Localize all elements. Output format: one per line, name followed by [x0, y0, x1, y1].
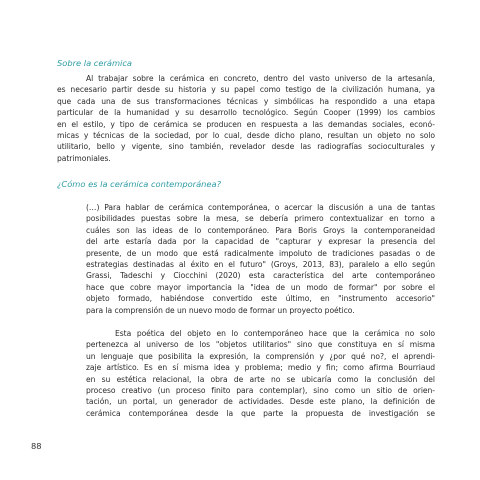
section-heading-ceramica-contemporanea: ¿Cómo es la cerámica contemporánea?	[57, 179, 222, 189]
page-number: 88	[31, 441, 42, 451]
text-line: en el estilo, y tipo de cerámica se producen en respuesta a las demandas sociales, econó-	[57, 119, 435, 129]
text-line: patrimoniales.	[57, 153, 111, 163]
text-line: Grassi, Tadeschi y Ciocchini (2020) esta característica del arte contemporáneo	[86, 271, 435, 281]
text-line: utilitario, bello y vigente, sino también, revelador desde las radiografías socioculturales y	[57, 142, 435, 152]
text-line: estrategias destinadas al éxito en el futuro" (Groys, 2013, 83), paralelo a ello según	[86, 260, 435, 270]
text-line: del arte estaría dada por la capacidad de "capturar y expresar la presencia del	[86, 237, 435, 247]
section-heading-sobre-la-ceramica: Sobre la cerámica	[57, 58, 132, 68]
text-line: micas y técnicas de la sociedad, por lo cual, desde dicho plano, resultan un objeto no solo	[57, 131, 435, 141]
text-line: posibilidades puestas sobre la mesa, se debería primero contextualizar en torno a	[86, 214, 435, 224]
paragraph-sobre-la-ceramica	[57, 73, 435, 164]
text-line: tación, un portal, un generador de actividades. Desde este plano, la definición de	[86, 397, 435, 407]
text-line: Esta poética del objeto en lo contemporáneo hace que la cerámica no solo	[115, 329, 435, 338]
text-line: en su estética relacional, la obra de arte no se ubicaría como la conclusión del	[86, 374, 435, 384]
text-line: Al trabajar sobre la cerámica en concreto, dentro del vasto universo de la artesanía,	[86, 74, 435, 83]
text-line: un lenguaje que posibilita la expresión, la comprensión y ¿por qué no?, el aprendi-	[86, 351, 435, 361]
text-line: particular de la humanidad y su desarrollo tecnológico. Según Cooper (1999) los cambios	[57, 108, 435, 118]
text-line: presente, de un modo que está radicalmente impoluto de tradiciones pasadas o de	[86, 248, 435, 258]
text-line: (…) Para hablar de cerámica contemporánea, o acercar la discusión a una de tantas	[86, 203, 435, 212]
text-line: que cada una de sus transformaciones técnicas y simbólicas ha respondido a una etapa	[57, 96, 435, 106]
text-line: cerámica contemporánea desde la que parte la propuesta de investigación se	[86, 408, 435, 418]
paragraph-poetica-del-objeto	[86, 328, 435, 419]
text-line: cuáles son las ideas de lo contemporáneo. Para Boris Groys la contemporaneidad	[86, 225, 435, 235]
text-line: objeto formado, habiéndose convertido este último, en "instrumento accesorio"	[86, 294, 435, 304]
text-line: zaje artístico. Es en sí misma idea y problema; medio y fin; como afirma Bourriaud	[86, 363, 435, 373]
text-line: es necesario partir desde su historia y su papel como testigo de la civilización humana, ya	[57, 85, 435, 95]
text-line: hace que cobre mayor importancia la "idea de un modo de formar" por sobre el	[86, 282, 435, 292]
text-line: pertenezca al universo de los "objetos utilitarios" sino que constituya en sí misma	[86, 340, 435, 350]
text-line: para la comprensión de un nuevo modo de formar un proyecto poético.	[86, 305, 355, 315]
text-line: proceso creativo (un proceso finito para contemplar), sino como un sitio de orien-	[86, 386, 435, 396]
block-quote-groys	[86, 202, 435, 316]
